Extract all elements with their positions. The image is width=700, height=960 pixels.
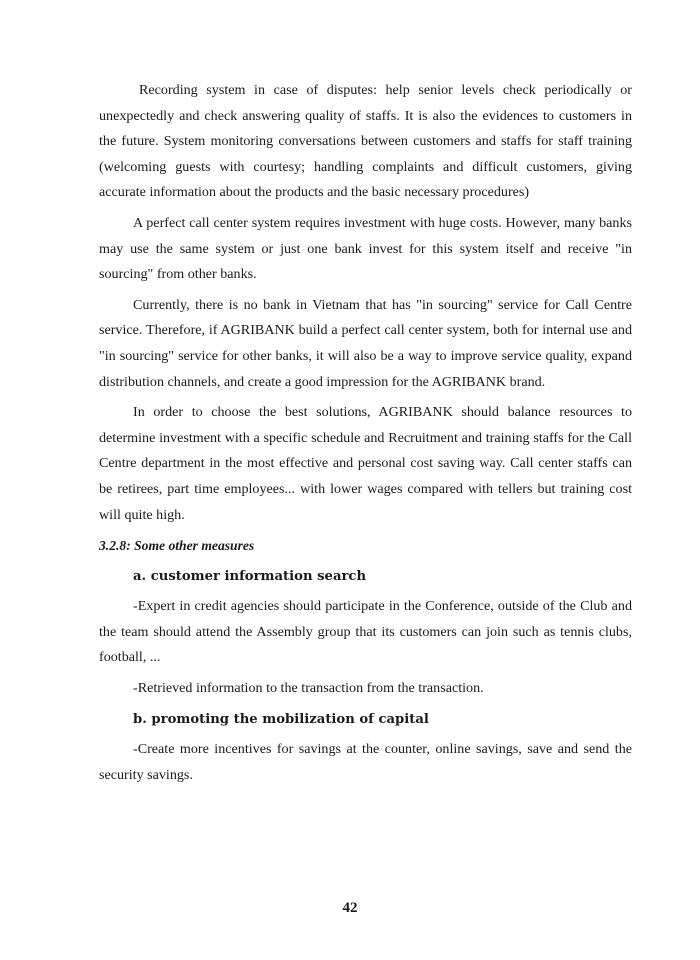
section-heading: 3.2.8: Some other measures — [99, 538, 255, 554]
paragraph-in-sourcing: Currently, there is no bank in Vietnam that has "in sourcing" service for Call Centre service. Therefore, if AGRIBANK build a perfect call center system, both for internal use and "in sourcing" service for other banks, it will also be a way to improve service quality, expand distribution channels, and create a good impression for the AGRIBANK brand. — [99, 296, 632, 390]
page-number: 42 — [342, 900, 358, 916]
subheading-capital-mobilization: b. promoting the mobilization of capital — [133, 711, 429, 727]
paragraph-best-solutions: In order to choose the best solutions, AGRIBANK should balance resources to determine investment with a specific schedule and Recruitment and training staffs for the Call Centre department in the most effective and personal cost saving way. Call center staffs can be retirees, part time employees... with lower wages compared with tellers but training cost will quite high. — [99, 404, 632, 523]
paragraph-retrieved-information: -Retrieved information to the transaction from the transaction. — [133, 680, 484, 697]
paragraph-call-center-costs: A perfect call center system requires investment with huge costs. However, many banks may use the same system or just one bank invest for this system itself and receive "in sourcing" from other banks. — [99, 214, 632, 283]
paragraph-credit-agencies: -Expert in credit agencies should participate in the Conference, outside of the Club and the team should attend the Assembly group that its customers can join such as tennis clubs, football, ... — [99, 598, 632, 666]
subheading-customer-information-search: a. customer information search — [133, 568, 367, 584]
paragraph-recording-system: Recording system in case of disputes: help senior levels check periodically or unexpectedly and check answering quality of staffs. It is also the evidences to customers in the future. System monitoring conversations between customers and staffs for staff training (welcoming guests with courtesy; handling complaints and difficult customers, giving accurate information about the products and the basic necessary procedures) — [99, 82, 632, 201]
page-content — [99, 78, 632, 793]
paragraph-savings-incentives: -Create more incentives for savings at the counter, online savings, save and send the security savings. — [99, 741, 632, 783]
